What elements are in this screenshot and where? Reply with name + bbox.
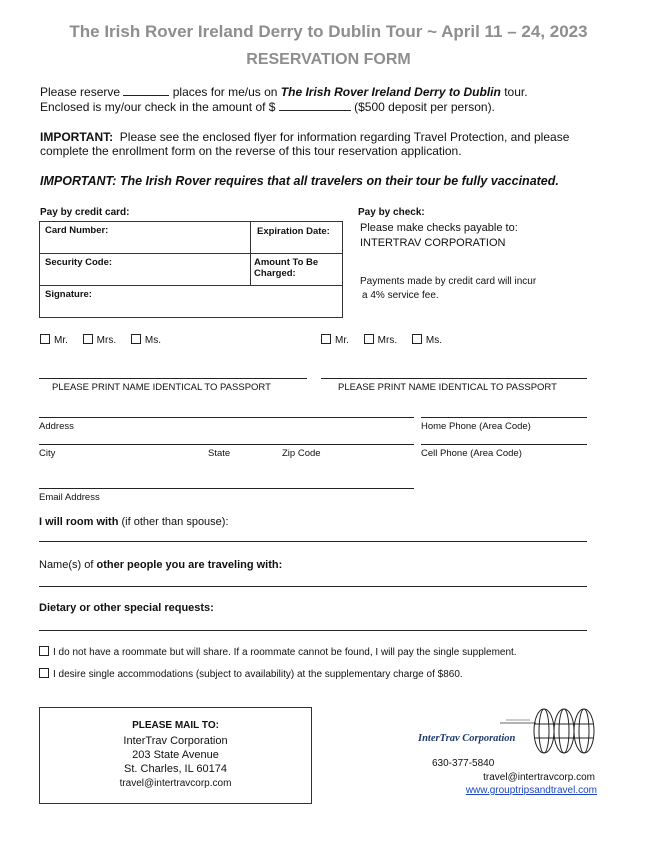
fee-note-line2: a 4% service fee.	[362, 290, 439, 301]
salutation-group-2: Mr. Mrs. Ms.	[321, 334, 454, 346]
ms-checkbox[interactable]	[412, 334, 422, 344]
check-payable-label: Please make checks payable to:	[360, 222, 518, 234]
address-line[interactable]	[39, 417, 414, 418]
room-with-label: I will room with (if other than spouse):	[39, 516, 229, 528]
ms-checkbox[interactable]	[131, 334, 141, 344]
email-label: Email Address	[39, 492, 100, 503]
places-blank[interactable]	[123, 85, 169, 96]
share-room-option: I do not have a roommate but will share. If a roommate cannot be found, I will pay the single supplement.	[39, 646, 517, 658]
other-travelers-line[interactable]	[39, 586, 587, 587]
check-heading: Pay by check:	[358, 207, 425, 218]
zip-label: Zip Code	[282, 448, 321, 459]
single-room-checkbox[interactable]	[39, 668, 49, 678]
card-number-field[interactable]: Card Number:	[45, 225, 109, 236]
mail-to-heading: PLEASE MAIL TO:	[132, 720, 219, 731]
passport-name-label: PLEASE PRINT NAME IDENTICAL TO PASSPORT	[52, 382, 271, 393]
room-with-line[interactable]	[39, 541, 587, 542]
page-subtitle: RESERVATION FORM	[246, 51, 411, 68]
important-notice-vaccination: IMPORTANT: The Irish Rover requires that all travelers on their tour be fully vaccinated.	[40, 174, 559, 188]
city-label: City	[39, 448, 56, 459]
home-phone-line[interactable]	[421, 417, 587, 418]
mail-company: InterTrav Corporation	[123, 735, 228, 747]
reserve-line: Please reserve places for me/us on The Irish Rover Ireland Derry to Dublin tour.	[40, 85, 528, 99]
credit-card-box	[39, 221, 343, 318]
mr-checkbox[interactable]	[40, 334, 50, 344]
fee-note-line1: Payments made by credit card will incur	[360, 276, 537, 287]
expiration-date-field[interactable]: Expiration Date:	[257, 226, 330, 237]
traveler1-name-line[interactable]	[39, 378, 307, 379]
company-website-link[interactable]: www.grouptripsandtravel.com	[465, 785, 597, 796]
address-label: Address	[39, 421, 74, 432]
other-travelers-label: Name(s) of other people you are traveling with:	[39, 559, 283, 571]
enclosed-line: Enclosed is my/our check in the amount of $ ($500 deposit per person).	[40, 100, 495, 114]
check-payee: INTERTRAV CORPORATION	[360, 237, 506, 249]
company-logo-text: InterTrav Corporation	[418, 733, 516, 744]
state-label: State	[208, 448, 231, 459]
company-phone: 630-377-5840	[432, 758, 495, 769]
amount-charged-field[interactable]: Amount To Be Charged:	[254, 257, 319, 279]
mrs-checkbox[interactable]	[83, 334, 93, 344]
globe-logo-icon	[500, 706, 600, 756]
check-amount-blank[interactable]	[279, 100, 351, 111]
share-room-checkbox[interactable]	[39, 646, 49, 656]
credit-card-heading: Pay by credit card:	[40, 207, 130, 218]
city-state-zip-line[interactable]	[39, 444, 414, 445]
important-notice-travel-protection: IMPORTANT: Please see the enclosed flyer for information regarding Travel Protection, and please complete the enrollment form on the reverse of this tour reservation application.	[40, 130, 570, 158]
mr-checkbox[interactable]	[321, 334, 331, 344]
mail-to-box	[39, 707, 312, 804]
dietary-line[interactable]	[39, 630, 587, 631]
mail-street: 203 State Avenue	[132, 749, 219, 761]
passport-name-label: PLEASE PRINT NAME IDENTICAL TO PASSPORT	[338, 382, 557, 393]
signature-field[interactable]: Signature:	[45, 289, 92, 300]
cell-phone-line[interactable]	[421, 444, 587, 445]
cell-phone-label: Cell Phone (Area Code)	[421, 448, 522, 459]
mail-email: travel@intertravcorp.com	[119, 778, 232, 789]
traveler2-name-line[interactable]	[321, 378, 587, 379]
security-code-field[interactable]: Security Code:	[45, 257, 113, 268]
salutation-group-1: Mr. Mrs. Ms.	[40, 334, 173, 346]
single-room-option: I desire single accommodations (subject to availability) at the supplementary charge of $860.	[39, 668, 463, 680]
company-email: travel@intertravcorp.com	[483, 772, 595, 783]
mail-city: St. Charles, IL 60174	[124, 763, 227, 775]
dietary-label: Dietary or other special requests:	[39, 602, 214, 614]
email-line[interactable]	[39, 488, 414, 489]
mrs-checkbox[interactable]	[364, 334, 374, 344]
home-phone-label: Home Phone (Area Code)	[421, 421, 531, 432]
page-title: The Irish Rover Ireland Derry to Dublin Tour ~ April 11 – 24, 2023	[69, 22, 588, 41]
